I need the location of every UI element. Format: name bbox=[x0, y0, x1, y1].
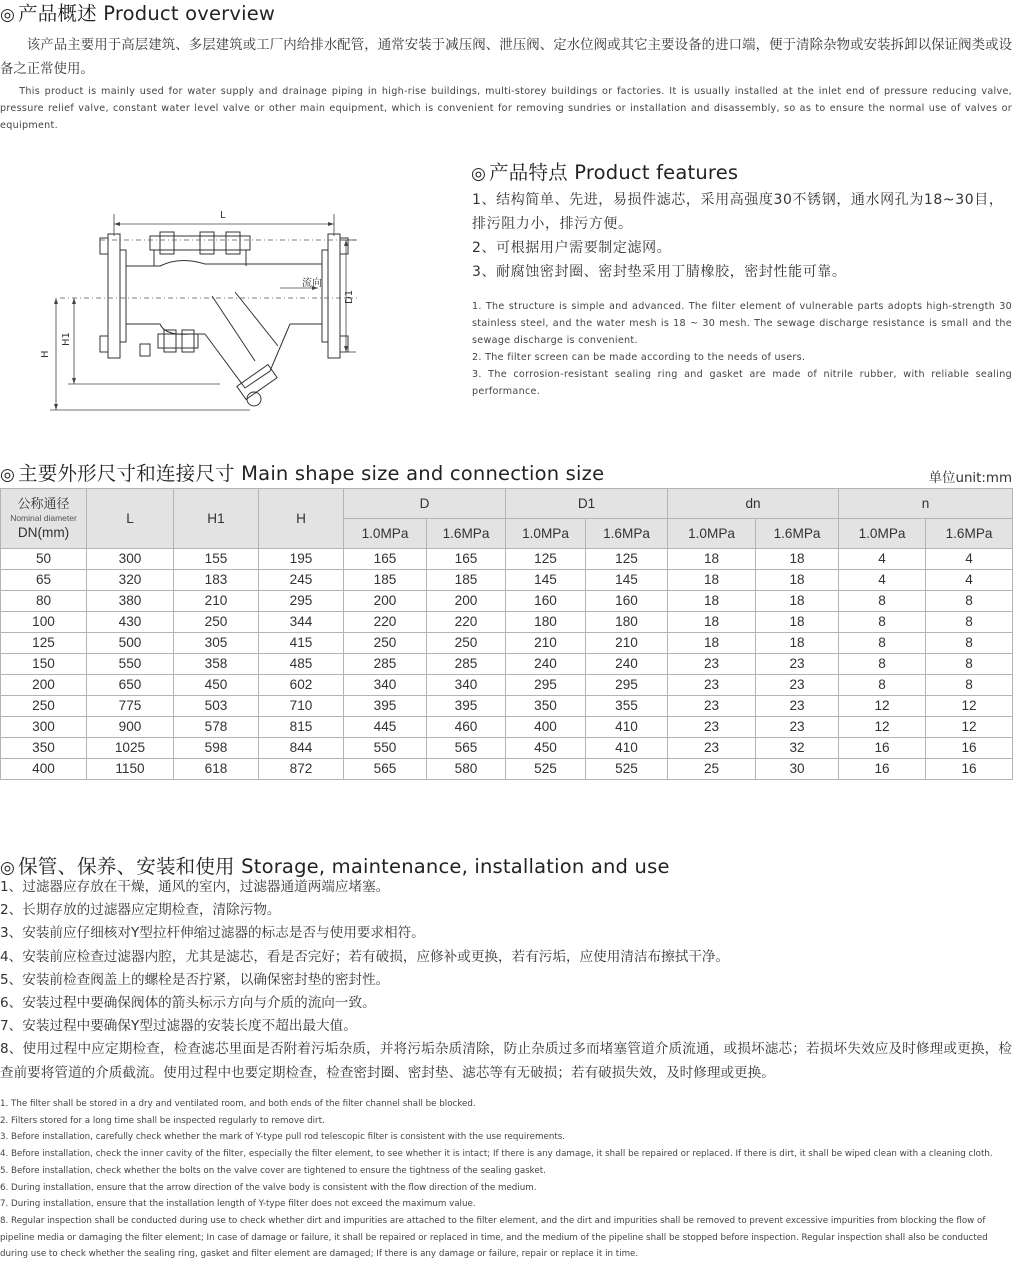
table-cell: 50 bbox=[1, 549, 87, 570]
table-cell: 12 bbox=[839, 696, 926, 717]
strainer-outline bbox=[100, 232, 348, 406]
header-pressure: 1.6MPa bbox=[586, 519, 668, 549]
nominal-en: Nominal diameter bbox=[10, 512, 77, 523]
header-L: L bbox=[87, 489, 174, 549]
table-cell: 180 bbox=[506, 612, 586, 633]
table-cell: 300 bbox=[87, 549, 174, 570]
table-cell: 602 bbox=[259, 675, 344, 696]
table-cell: 125 bbox=[1, 633, 87, 654]
table-row bbox=[1, 696, 1013, 717]
heading-marker: ◎ bbox=[471, 164, 487, 184]
table-cell: 400 bbox=[1, 759, 87, 780]
feature-cn-item: 3、耐腐蚀密封圈、密封垫采用丁腈橡胶，密封性能可靠。 bbox=[472, 264, 847, 280]
table-cell: 250 bbox=[174, 612, 259, 633]
table-cell: 23 bbox=[756, 696, 839, 717]
table-row bbox=[1, 570, 1013, 591]
table-cell: 598 bbox=[174, 738, 259, 759]
table-cell: 23 bbox=[668, 675, 756, 696]
table-cell: 18 bbox=[668, 570, 756, 591]
table-cell: 1150 bbox=[87, 759, 174, 780]
table-cell: 340 bbox=[344, 675, 427, 696]
table-cell: 210 bbox=[174, 591, 259, 612]
storage-en-item: 7. During installation, ensure that the installation length of Y-type filter does not exceed the maximum value. bbox=[0, 1199, 476, 1210]
storage-cn-item: 6、安装过程中要确保阀体的箭头标示方向与介质的流向一致。 bbox=[0, 995, 376, 1012]
table-cell: 4 bbox=[839, 570, 926, 591]
table-cell: 240 bbox=[506, 654, 586, 675]
table-cell: 900 bbox=[87, 717, 174, 738]
storage-en-item: 4. Before installation, check the inner cavity of the filter, especially the filter element, to see whether it is intact; If there is any damage, it shall be repaired or replaced. If there is dirt, it shall be wiped clean with a cleaning cloth. bbox=[0, 1149, 993, 1160]
table-cell: 445 bbox=[344, 717, 427, 738]
table-cell: 380 bbox=[87, 591, 174, 612]
table-cell: 200 bbox=[344, 591, 427, 612]
table-cell: 8 bbox=[926, 675, 1013, 696]
table-cell: 550 bbox=[344, 738, 427, 759]
table-cell: 18 bbox=[668, 612, 756, 633]
table-cell: 250 bbox=[427, 633, 506, 654]
overview-title: 产品概述 Product overview bbox=[18, 2, 276, 25]
table-cell: 16 bbox=[839, 759, 926, 780]
table-cell: 500 bbox=[87, 633, 174, 654]
table-cell: 185 bbox=[344, 570, 427, 591]
table-cell: 210 bbox=[586, 633, 668, 654]
table-cell: 12 bbox=[926, 717, 1013, 738]
table-cell: 358 bbox=[174, 654, 259, 675]
table-cell: 18 bbox=[756, 633, 839, 654]
heading-marker: ◎ bbox=[0, 465, 16, 485]
storage-title: 保管、保养、安装和使用 Storage, maintenance, installation and use bbox=[18, 855, 670, 878]
label-D1: D1 bbox=[344, 289, 355, 304]
table-cell: 18 bbox=[756, 612, 839, 633]
table-cell: 195 bbox=[259, 549, 344, 570]
table-cell: 18 bbox=[668, 633, 756, 654]
features-en-list bbox=[472, 298, 1012, 400]
table-cell: 155 bbox=[174, 549, 259, 570]
features-title: 产品特点 Product features bbox=[489, 161, 739, 184]
feature-cn-item: 1、结构简单、先进，易损件滤芯，采用高强度30不锈钢，通水网孔为18~30目，排污阻力小，排污方便。 bbox=[472, 192, 1004, 232]
table-cell: 23 bbox=[756, 675, 839, 696]
table-cell: 23 bbox=[756, 717, 839, 738]
table-cell: 18 bbox=[756, 591, 839, 612]
storage-heading bbox=[0, 851, 670, 879]
table-cell: 25 bbox=[668, 759, 756, 780]
table-cell: 300 bbox=[1, 717, 87, 738]
storage-en-item: 3. Before installation, carefully check whether the mark of Y-type pull rod telescopic filter is consistent with the use requirements. bbox=[0, 1132, 566, 1143]
table-cell: 8 bbox=[926, 612, 1013, 633]
table-row bbox=[1, 738, 1013, 759]
header-pressure: 1.0MPa bbox=[506, 519, 586, 549]
table-cell: 815 bbox=[259, 717, 344, 738]
table-cell: 220 bbox=[344, 612, 427, 633]
features-cn-list bbox=[472, 188, 1012, 284]
table-cell: 165 bbox=[344, 549, 427, 570]
table-cell: 250 bbox=[344, 633, 427, 654]
table-cell: 395 bbox=[427, 696, 506, 717]
table-cell: 210 bbox=[506, 633, 586, 654]
dimension-lines bbox=[50, 214, 356, 410]
table-cell: 450 bbox=[506, 738, 586, 759]
table-cell: 18 bbox=[668, 549, 756, 570]
table-cell: 350 bbox=[506, 696, 586, 717]
label-L: L bbox=[220, 210, 226, 221]
nominal-dn: DN(mm) bbox=[17, 524, 70, 540]
table-row bbox=[1, 759, 1013, 780]
table-row bbox=[1, 591, 1013, 612]
storage-cn-item: 2、长期存放的过滤器应定期检查，清除污物。 bbox=[0, 902, 281, 919]
table-cell: 8 bbox=[926, 633, 1013, 654]
table-cell: 8 bbox=[839, 633, 926, 654]
table-cell: 23 bbox=[668, 717, 756, 738]
overview-heading bbox=[0, 0, 275, 26]
overview-en: This product is mainly used for water supply and drainage piping in high-rise buildings, multi-storey buildings or factories. It is usually installed at the inlet end of pressure reducing valve, pressure relief valve, constant water level valve or other main equipment, which is convenient for removing sundries or installation and disassembly, so as to ensure the normal use of valves or equipment. bbox=[0, 86, 1012, 131]
table-cell: 18 bbox=[756, 549, 839, 570]
table-cell: 4 bbox=[839, 549, 926, 570]
table-cell: 350 bbox=[1, 738, 87, 759]
storage-en-item: 5. Before installation, check whether the bolts on the valve cover are tightened to ensure the tightness of the sealing gasket. bbox=[0, 1165, 546, 1176]
table-cell: 145 bbox=[506, 570, 586, 591]
table-cell: 8 bbox=[839, 654, 926, 675]
size-table bbox=[0, 488, 1013, 780]
storage-en-list bbox=[0, 1096, 1012, 1263]
table-cell: 485 bbox=[259, 654, 344, 675]
table-cell: 245 bbox=[259, 570, 344, 591]
table-cell: 4 bbox=[926, 570, 1013, 591]
header-pressure: 1.6MPa bbox=[756, 519, 839, 549]
table-cell: 4 bbox=[926, 549, 1013, 570]
table-cell: 295 bbox=[506, 675, 586, 696]
header-D: D bbox=[344, 489, 506, 519]
size-title: 主要外形尺寸和连接尺寸 Main shape size and connection size bbox=[18, 462, 605, 485]
table-cell: 80 bbox=[1, 591, 87, 612]
storage-cn-item: 3、安装前应仔细核对Y型拉杆伸缩过滤器的标志是否与使用要求相符。 bbox=[0, 925, 425, 942]
table-cell: 125 bbox=[506, 549, 586, 570]
table-cell: 618 bbox=[174, 759, 259, 780]
storage-cn-list bbox=[0, 876, 1012, 1085]
table-cell: 8 bbox=[926, 591, 1013, 612]
table-cell: 650 bbox=[87, 675, 174, 696]
table-cell: 16 bbox=[926, 759, 1013, 780]
table-cell: 8 bbox=[926, 654, 1013, 675]
table-cell: 320 bbox=[87, 570, 174, 591]
feature-en-item: 3. The corrosion-resistant sealing ring and gasket are made of nitrile rubber, with reliable sealing performance. bbox=[472, 369, 1012, 397]
table-cell: 410 bbox=[586, 717, 668, 738]
table-cell: 12 bbox=[926, 696, 1013, 717]
table-cell: 872 bbox=[259, 759, 344, 780]
feature-en-item: 2. The filter screen can be made according to the needs of users. bbox=[472, 352, 806, 363]
table-row bbox=[1, 612, 1013, 633]
table-cell: 410 bbox=[586, 738, 668, 759]
table-cell: 100 bbox=[1, 612, 87, 633]
feature-en-item: 1. The structure is simple and advanced. The filter element of vulnerable parts adopts high-strength 30 stainless steel, and the water mesh is 18 ~ 30 mesh. The sewage discharge resistance is small and the sewage discharge is convenient. bbox=[472, 301, 1012, 346]
heading-marker: ◎ bbox=[0, 858, 16, 878]
table-cell: 295 bbox=[259, 591, 344, 612]
storage-cn-item: 8、使用过程中应定期检查，检查滤芯里面是否附着污垢杂质，并将污垢杂质清除，防止杂质过多而堵塞管道介质流通，或损坏滤芯；若损坏失效应及时修理或更换，检查前要将管道的介质截流。使用过程中也要定期检查，检查密封圈、密封垫、滤芯等有无破损；若有破损失效，及时修理或更换。 bbox=[0, 1041, 1012, 1081]
table-cell: 775 bbox=[87, 696, 174, 717]
table-cell: 578 bbox=[174, 717, 259, 738]
table-row bbox=[1, 633, 1013, 654]
table-cell: 525 bbox=[586, 759, 668, 780]
table-cell: 295 bbox=[586, 675, 668, 696]
table-cell: 16 bbox=[839, 738, 926, 759]
feature-cn-item: 2、可根据用户需要制定滤网。 bbox=[472, 240, 672, 256]
table-cell: 503 bbox=[174, 696, 259, 717]
table-cell: 180 bbox=[586, 612, 668, 633]
table-cell: 430 bbox=[87, 612, 174, 633]
table-cell: 160 bbox=[506, 591, 586, 612]
table-cell: 8 bbox=[839, 675, 926, 696]
table-cell: 160 bbox=[586, 591, 668, 612]
table-cell: 8 bbox=[839, 612, 926, 633]
header-H1: H1 bbox=[174, 489, 259, 549]
table-cell: 200 bbox=[1, 675, 87, 696]
table-cell: 30 bbox=[756, 759, 839, 780]
table-cell: 23 bbox=[756, 654, 839, 675]
table-cell: 240 bbox=[586, 654, 668, 675]
nominal-cn: 公称通径 bbox=[17, 495, 70, 511]
table-cell: 460 bbox=[427, 717, 506, 738]
table-cell: 183 bbox=[174, 570, 259, 591]
storage-en-item: 2. Filters stored for a long time shall be inspected regularly to remove dirt. bbox=[0, 1115, 325, 1126]
storage-cn-item: 7、安装过程中要确保Y型过滤器的安装长度不超出最大值。 bbox=[0, 1018, 357, 1035]
storage-cn-item: 1、过滤器应存放在干燥，通风的室内，过滤器通道两端应堵塞。 bbox=[0, 879, 390, 895]
header-n: n bbox=[839, 489, 1013, 519]
table-cell: 12 bbox=[839, 717, 926, 738]
size-table-body bbox=[1, 549, 1013, 780]
table-cell: 23 bbox=[668, 654, 756, 675]
header-dn: dn bbox=[668, 489, 839, 519]
size-heading bbox=[0, 458, 604, 486]
header-nominal-diameter bbox=[1, 489, 87, 549]
table-cell: 450 bbox=[174, 675, 259, 696]
header-pressure: 1.6MPa bbox=[427, 519, 506, 549]
header-pressure: 1.6MPa bbox=[926, 519, 1013, 549]
storage-cn-item: 4、安装前应检查过滤器内腔，尤其是滤芯，看是否完好；若有破损，应修补或更换，若有污垢，应使用清洁布擦拭干净。 bbox=[0, 948, 730, 965]
table-cell: 285 bbox=[344, 654, 427, 675]
table-cell: 150 bbox=[1, 654, 87, 675]
header-pressure: 1.0MPa bbox=[344, 519, 427, 549]
storage-en-item: 1. The filter shall be stored in a dry and ventilated room, and both ends of the filter channel shall be blocked. bbox=[0, 1099, 476, 1109]
table-cell: 18 bbox=[756, 570, 839, 591]
table-cell: 145 bbox=[586, 570, 668, 591]
heading-marker: ◎ bbox=[0, 5, 16, 25]
header-D1: D1 bbox=[506, 489, 668, 519]
table-cell: 250 bbox=[1, 696, 87, 717]
table-cell: 415 bbox=[259, 633, 344, 654]
table-row bbox=[1, 675, 1013, 696]
table-cell: 844 bbox=[259, 738, 344, 759]
table-cell: 23 bbox=[668, 696, 756, 717]
label-flow: 流向 bbox=[302, 278, 322, 289]
table-row bbox=[1, 549, 1013, 570]
table-cell: 185 bbox=[427, 570, 506, 591]
table-cell: 32 bbox=[756, 738, 839, 759]
table-cell: 580 bbox=[427, 759, 506, 780]
table-cell: 565 bbox=[427, 738, 506, 759]
label-H: H bbox=[40, 350, 51, 358]
table-cell: 200 bbox=[427, 591, 506, 612]
table-cell: 525 bbox=[506, 759, 586, 780]
table-cell: 565 bbox=[344, 759, 427, 780]
table-row bbox=[1, 717, 1013, 738]
features-heading bbox=[471, 157, 738, 185]
label-H1: H1 bbox=[61, 332, 72, 346]
y-strainer-drawing bbox=[40, 196, 370, 426]
table-cell: 165 bbox=[427, 549, 506, 570]
table-cell: 710 bbox=[259, 696, 344, 717]
table-cell: 355 bbox=[586, 696, 668, 717]
table-cell: 1025 bbox=[87, 738, 174, 759]
storage-cn-item: 5、安装前检查阀盖上的螺栓是否拧紧，以确保密封垫的密封性。 bbox=[0, 971, 390, 988]
table-cell: 285 bbox=[427, 654, 506, 675]
table-cell: 220 bbox=[427, 612, 506, 633]
table-cell: 305 bbox=[174, 633, 259, 654]
table-cell: 8 bbox=[839, 591, 926, 612]
storage-en-item: 6. During installation, ensure that the arrow direction of the valve body is consistent with the flow direction of the medium. bbox=[0, 1182, 537, 1193]
header-pressure: 1.0MPa bbox=[839, 519, 926, 549]
table-row bbox=[1, 654, 1013, 675]
storage-en-item: 8. Regular inspection shall be conducted during use to check whether dirt and impurities are attached to the filter element, and the dirt and impurities shall be removed to prevent excessive impurities from blocking the flow of pipeline media or damaging the filter element; In case of damage or failure, it shall be repaired or replaced in time, and the medium of the pipeline shall be stopped before inspection. Regular inspection shall also be conducted during use to check whether the sealing ring, gasket and filter element are damaged; If there is any damage or failure, repair or replace it in time. bbox=[0, 1215, 988, 1260]
table-cell: 18 bbox=[668, 591, 756, 612]
unit-label: 单位unit:mm bbox=[928, 471, 1012, 486]
table-cell: 23 bbox=[668, 738, 756, 759]
table-cell: 395 bbox=[344, 696, 427, 717]
table-cell: 344 bbox=[259, 612, 344, 633]
table-cell: 16 bbox=[926, 738, 1013, 759]
table-cell: 550 bbox=[87, 654, 174, 675]
table-cell: 340 bbox=[427, 675, 506, 696]
overview-cn: 该产品主要用于高层建筑、多层建筑或工厂内给排水配管，通常安装于减压阀、泄压阀、定水位阀或其它主要设备的进口端，便于清除杂物或安装拆卸以保证阀类或设备之正常使用。 bbox=[0, 38, 1012, 77]
table-cell: 400 bbox=[506, 717, 586, 738]
header-pressure: 1.0MPa bbox=[668, 519, 756, 549]
table-cell: 65 bbox=[1, 570, 87, 591]
header-H: H bbox=[259, 489, 344, 549]
table-cell: 125 bbox=[586, 549, 668, 570]
